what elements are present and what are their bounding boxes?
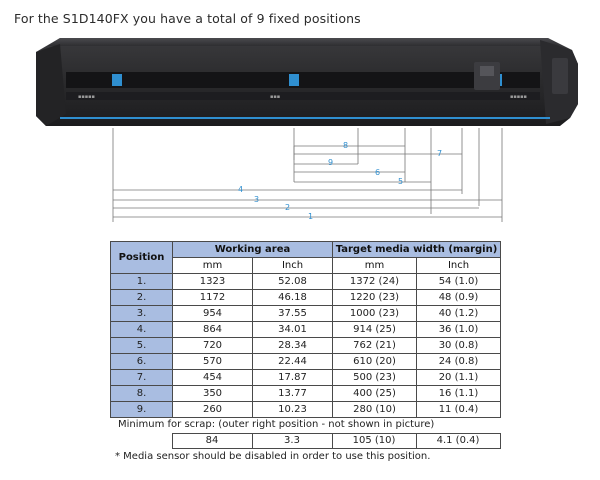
- rail-label-middle: ▪▪▪: [270, 94, 281, 100]
- cutter-illustration: [0, 34, 600, 234]
- target-inch-cell: 54 (1.0): [417, 274, 501, 290]
- position-cell: 2.: [111, 290, 173, 306]
- working-inch-cell: 46.18: [253, 290, 333, 306]
- cutter-diagram: [0, 34, 600, 234]
- target-inch-cell: 40 (1.2): [417, 306, 501, 322]
- table-row: [111, 274, 501, 290]
- working-inch-cell: 52.08: [253, 274, 333, 290]
- machine-top-lid: [48, 38, 560, 46]
- target-mm-cell: 914 (25): [333, 322, 417, 338]
- scrap-target-mm: 105 (10): [332, 434, 416, 449]
- dimension-label-9: 9: [328, 158, 334, 167]
- table-row: [111, 290, 501, 306]
- working-inch-cell: 22.44: [253, 354, 333, 370]
- rail-label-left: ▪▪▪▪▪: [78, 94, 95, 100]
- working-inch-cell: 37.55: [253, 306, 333, 322]
- working-inch-cell: 28.34: [253, 338, 333, 354]
- target-inch-cell: 36 (1.0): [417, 322, 501, 338]
- table-row: [111, 370, 501, 386]
- target-inch-cell: 11 (0.4): [417, 402, 501, 418]
- working-inch-cell: 17.87: [253, 370, 333, 386]
- position-cell: 5.: [111, 338, 173, 354]
- dimension-label-7: 7: [437, 149, 443, 158]
- target-inch-cell: 24 (0.8): [417, 354, 501, 370]
- sensor-footnote: * Media sensor should be disabled in order to use this position.: [115, 451, 431, 462]
- cutting-channel: [66, 72, 540, 88]
- dimension-label-2: 2: [285, 203, 291, 212]
- subheader-target-mm: mm: [333, 258, 417, 274]
- header-target-width: Target media width (margin): [333, 242, 501, 258]
- header-position: Position: [111, 242, 173, 274]
- dimension-lines: [113, 128, 502, 222]
- position-cell: 6.: [111, 354, 173, 370]
- dimension-label-4: 4: [238, 185, 244, 194]
- scrap-target-inch: 4.1 (0.4): [416, 434, 500, 449]
- target-inch-cell: 30 (0.8): [417, 338, 501, 354]
- working-inch-cell: 34.01: [253, 322, 333, 338]
- target-mm-cell: 400 (25): [333, 386, 417, 402]
- dimension-label-3: 3: [254, 195, 260, 204]
- working-mm-cell: 260: [173, 402, 253, 418]
- header-working-area: Working area: [173, 242, 333, 258]
- subheader-mm: mm: [173, 258, 253, 274]
- subheader-target-inch: Inch: [417, 258, 501, 274]
- rail-label-right: ▪▪▪▪▪: [510, 94, 527, 100]
- target-mm-cell: 610 (20): [333, 354, 417, 370]
- table-row: [111, 354, 501, 370]
- target-inch-cell: 16 (1.1): [417, 386, 501, 402]
- page-heading: For the S1D140FX you have a total of 9 fixed positions: [14, 11, 361, 26]
- target-mm-cell: 1372 (24): [333, 274, 417, 290]
- position-cell: 7.: [111, 370, 173, 386]
- scrap-inch: 3.3: [252, 434, 332, 449]
- working-mm-cell: 570: [173, 354, 253, 370]
- positions-table: [110, 241, 501, 418]
- dimension-label-5: 5: [398, 177, 404, 186]
- scrap-row: [110, 434, 500, 449]
- table-row: [111, 306, 501, 322]
- working-mm-cell: 350: [173, 386, 253, 402]
- position-cell: 4.: [111, 322, 173, 338]
- lower-rail: [66, 92, 540, 100]
- target-mm-cell: 280 (10): [333, 402, 417, 418]
- target-mm-cell: 1220 (23): [333, 290, 417, 306]
- scrap-table: [110, 433, 501, 449]
- dimension-label-8: 8: [343, 141, 349, 150]
- table-row: [111, 322, 501, 338]
- target-mm-cell: 500 (23): [333, 370, 417, 386]
- working-mm-cell: 1323: [173, 274, 253, 290]
- positions-table-wrapper: [110, 241, 500, 418]
- dimension-label-6: 6: [375, 168, 381, 177]
- working-mm-cell: 454: [173, 370, 253, 386]
- table-row: [111, 386, 501, 402]
- subheader-inch: Inch: [253, 258, 333, 274]
- position-cell: 9.: [111, 402, 173, 418]
- working-mm-cell: 864: [173, 322, 253, 338]
- working-mm-cell: 720: [173, 338, 253, 354]
- dimension-labels: [238, 141, 442, 221]
- target-mm-cell: 762 (21): [333, 338, 417, 354]
- target-inch-cell: 20 (1.1): [417, 370, 501, 386]
- position-cell: 3.: [111, 306, 173, 322]
- dimension-label-1: 1: [308, 212, 314, 221]
- cutter-machine: [36, 38, 578, 126]
- working-mm-cell: 1172: [173, 290, 253, 306]
- pinch-roller-left: [112, 74, 122, 86]
- table-row: [111, 402, 501, 418]
- working-mm-cell: 954: [173, 306, 253, 322]
- table-row: [111, 338, 501, 354]
- working-inch-cell: 13.77: [253, 386, 333, 402]
- working-inch-cell: 10.23: [253, 402, 333, 418]
- target-mm-cell: 1000 (23): [333, 306, 417, 322]
- target-inch-cell: 48 (0.9): [417, 290, 501, 306]
- scrap-note: Minimum for scrap: (outer right position - not shown in picture): [118, 419, 435, 430]
- position-cell: 8.: [111, 386, 173, 402]
- control-panel: [552, 58, 568, 94]
- pinch-roller-middle: [289, 74, 299, 86]
- position-cell: 1.: [111, 274, 173, 290]
- scrap-mm: 84: [172, 434, 252, 449]
